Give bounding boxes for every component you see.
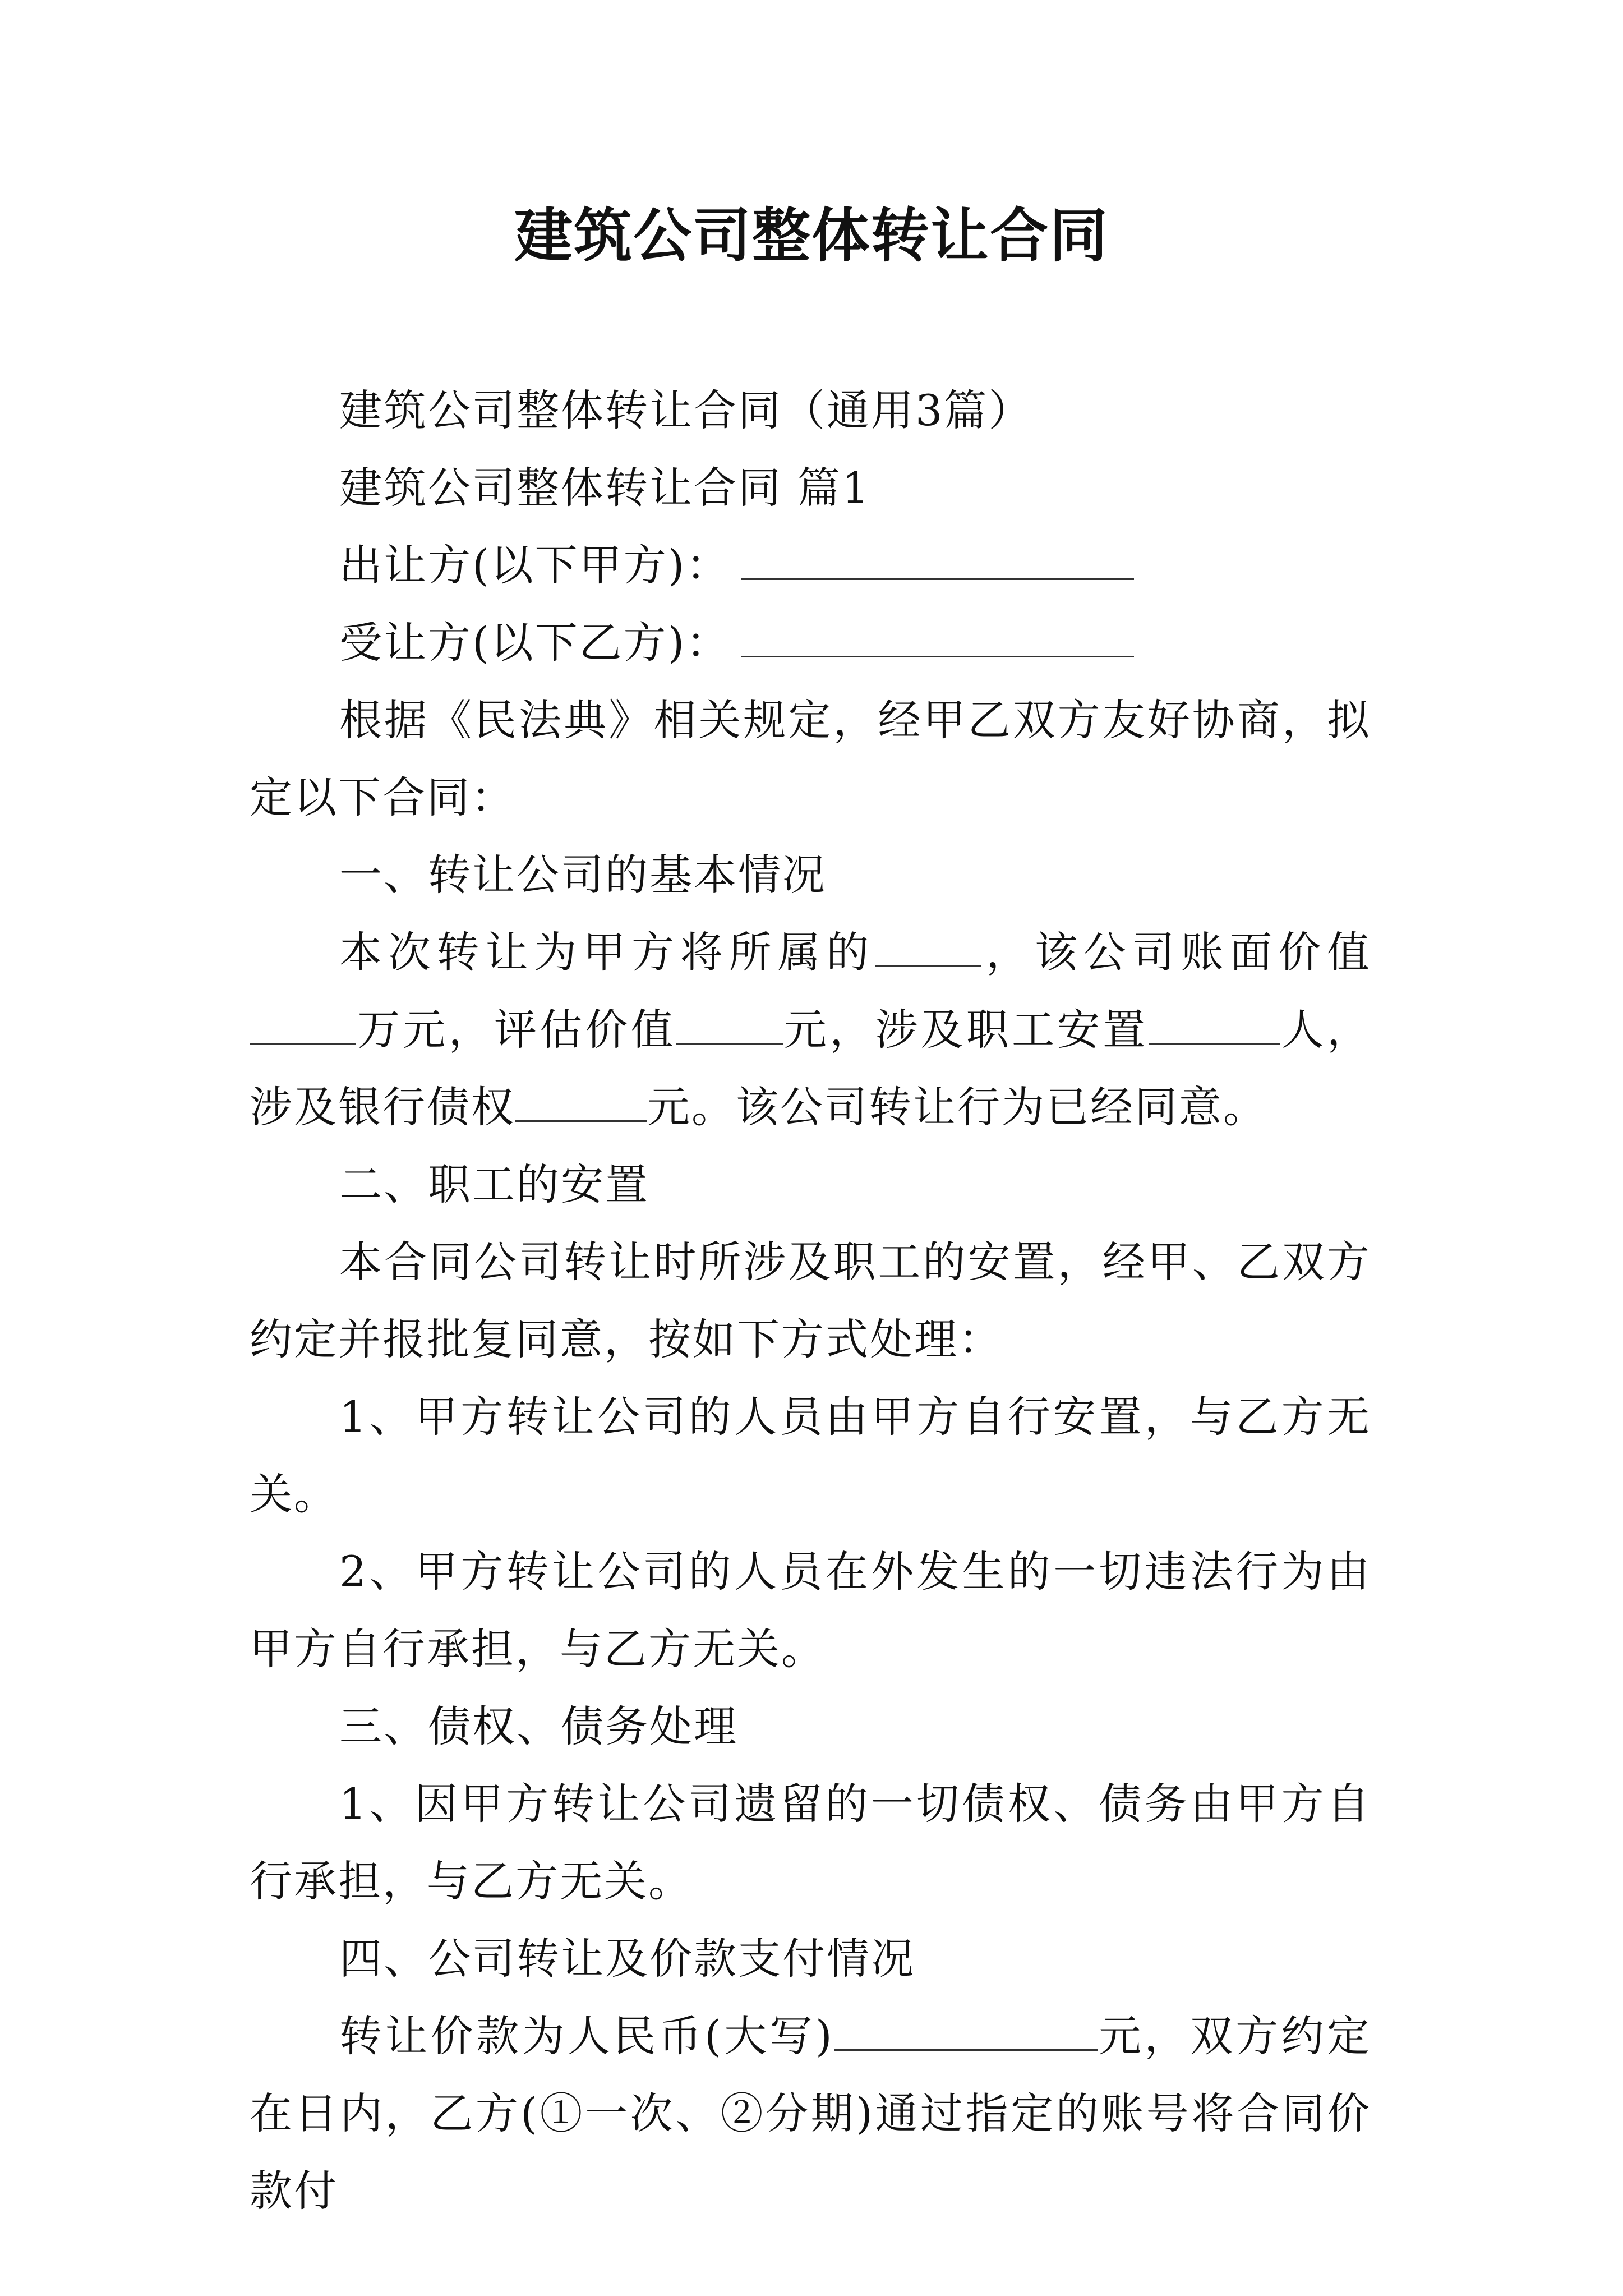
section-heading-part1: 建筑公司整体转让合同 篇1 [339,463,871,513]
transferor-label: 出让方(以下甲方)： [339,540,731,590]
basic-info-text-f: 元。该公司转让行为已经同意。 [647,1082,1267,1132]
payment-text-b: 元，双方约定在日内，乙方(①一次、②分期)通过指定的账号将合同价款付 [250,2011,1372,2216]
heading-basic-info: 一、转让公司的基本情况 [339,850,827,900]
document-title: 建筑公司整体转让合同 [514,201,1109,270]
basic-info-text-a: 本次转让为甲方将所属的 [339,927,875,977]
heading-payment: 四、公司转让及价款支付情况 [339,1934,915,1984]
company-name-blank[interactable] [875,932,981,967]
transferee-line [250,604,1371,682]
basic-info-text-b: ，该公司账面价值 [981,927,1372,977]
price-blank[interactable] [834,2016,1098,2051]
employees-item-1: 1、甲方转让公司的人员由甲方自行安置，与乙方无关。 [250,1392,1371,1519]
transferee-blank[interactable] [741,622,1134,657]
transferor-line [250,527,1371,604]
basic-info-paragraph [250,914,1371,1146]
appraised-value-blank[interactable] [676,1009,783,1045]
transferor-blank[interactable] [741,545,1134,580]
transferee-label: 受让方(以下乙方)： [339,618,731,668]
payment-text-a: 转让价款为人民币(大写) [339,2011,834,2061]
basic-info-text-d: 元，涉及职工安置 [782,1005,1149,1055]
basic-info-text-e: 人，涉及银行债权 [250,1005,1372,1132]
bank-claim-blank[interactable] [515,1087,647,1122]
preamble-paragraph: 根据《民法典》相关规定，经甲乙双方友好协商，拟定以下合同： [250,695,1371,822]
book-value-blank[interactable] [250,1009,356,1045]
employees-paragraph: 本合同公司转让时所涉及职工的安置，经甲、乙双方约定并报批复同意，按如下方式处理： [250,1237,1371,1364]
heading-employees: 二、职工的安置 [339,1159,649,1209]
subtitle-line: 建筑公司整体转让合同（通用3篇） [339,385,1033,435]
heading-debts: 三、债权、债务处理 [339,1701,738,1751]
payment-paragraph [250,1998,1371,2230]
debts-item-1: 1、因甲方转让公司遗留的一切债权、债务由甲方自行承担，与乙方无关。 [250,1779,1371,1906]
employee-count-blank[interactable] [1149,1009,1280,1045]
basic-info-text-c: 万元，评估价值 [356,1005,676,1055]
document-body [250,372,1371,2230]
employees-item-2: 2、甲方转让公司的人员在外发生的一切违法行为由甲方自行承担，与乙方无关。 [250,1547,1371,1674]
